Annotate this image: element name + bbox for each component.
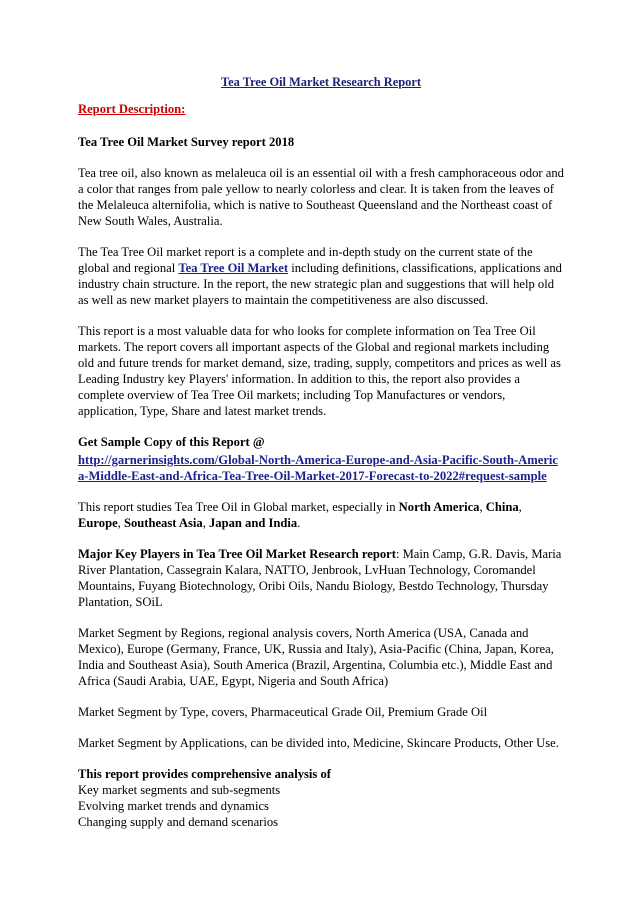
separator: , <box>202 516 209 530</box>
analysis-heading: This report provides comprehensive analysis of <box>78 767 331 781</box>
region-china: China <box>485 500 519 514</box>
regions-paragraph <box>78 499 564 531</box>
region-japan-india: Japan and India <box>209 516 298 530</box>
separator: , <box>479 500 486 514</box>
region-europe: Europe <box>78 516 118 530</box>
segment-regions-paragraph: Market Segment by Regions, regional analysis covers, North America (USA, Canada and Mexico), Europe (Germany, France, UK, Russia and Italy), Asia-Pacific (China, Japan, Korea, India and Southeast Asia), South America (Brazil, Argentina, Columbia etc.), Middle East and Africa (Saudi Arabia, UAE, Egypt, Nigeria and South Africa) <box>78 626 554 688</box>
intro-paragraph: Tea tree oil, also known as melaleuca oil is an essential oil with a fresh camphoraceous odor and a color that ranges from pale yellow to nearly colorless and clear. It is taken from the leaves of the Melaleuca alternifolia, which is native to Southeast Queensland and the Northeast coast of New South Wales, Australia. <box>78 166 564 228</box>
overview-paragraph <box>78 244 564 308</box>
sample-copy-link[interactable]: http://garnerinsights.com/Global-North-America-Europe-and-Asia-Pacific-South-America-Middle-East-and-Africa-Tea-Tree-Oil-Market-2017-Forecast-to-2022#request-sample <box>78 453 559 483</box>
sample-copy-label: Get Sample Copy of this Report @ <box>78 435 265 449</box>
key-players-colon: : <box>395 547 400 561</box>
analysis-item: Evolving market trends and dynamics <box>78 799 269 813</box>
region-southeast-asia: Southeast Asia <box>123 516 203 530</box>
overview-text-after: including definitions, classifications, applications and industry chain structure. In the report, the new strategic plan and suggestions that will help old as well as new market players to maintain the competitiveness are also discussed. <box>78 261 562 307</box>
analysis-item: Key market segments and sub-segments <box>78 783 281 797</box>
separator: , <box>518 500 522 514</box>
survey-heading: Tea Tree Oil Market Survey report 2018 <box>78 135 295 149</box>
regions-end: . <box>297 516 301 530</box>
separator: , <box>117 516 124 530</box>
document-page <box>78 74 564 830</box>
regions-prefix: This report studies Tea Tree Oil in Global market, especially in <box>78 500 399 514</box>
segment-type-paragraph: Market Segment by Type, covers, Pharmaceutical Grade Oil, Premium Grade Oil <box>78 705 488 719</box>
key-players-list: Main Camp, G.R. Davis, Maria River Plantation, Cassegrain Kalara, NATTO, Jenbrook, LvHuan Technology, Coromandel Mountains, Fuyang Biotechnology, Oribi Oils, Nandu Biology, Bestdo Technology, Thursday Plantation, SOiL <box>78 547 562 609</box>
key-players-paragraph <box>78 546 564 610</box>
analysis-item: Changing supply and demand scenarios <box>78 815 279 829</box>
region-north-america: North America <box>398 500 480 514</box>
segment-applications-paragraph: Market Segment by Applications, can be divided into, Medicine, Skincare Products, Other Use. <box>78 736 559 750</box>
report-description-label: Report Description: <box>78 102 186 116</box>
document-title: Tea Tree Oil Market Research Report <box>221 75 421 89</box>
market-link[interactable]: Tea Tree Oil Market <box>178 261 289 275</box>
key-players-label: Major Key Players in Tea Tree Oil Market Research report <box>78 547 396 561</box>
overview-text-before: The Tea Tree Oil market report is a complete and in-depth study on the current state of the global and regional <box>78 245 533 275</box>
value-paragraph: This report is a most valuable data for who looks for complete information on Tea Tree Oil markets. The report covers all important aspects of the Global and regional markets including old and future trends for market demand, size, trading, supply, competitors and prices as well as Leading Industry key Players' information. In addition to this, the report also provides a complete overview of Tea Tree Oil markets; including Top Manufactures or vendors, application, Type, Share and latest market trends. <box>78 324 561 418</box>
